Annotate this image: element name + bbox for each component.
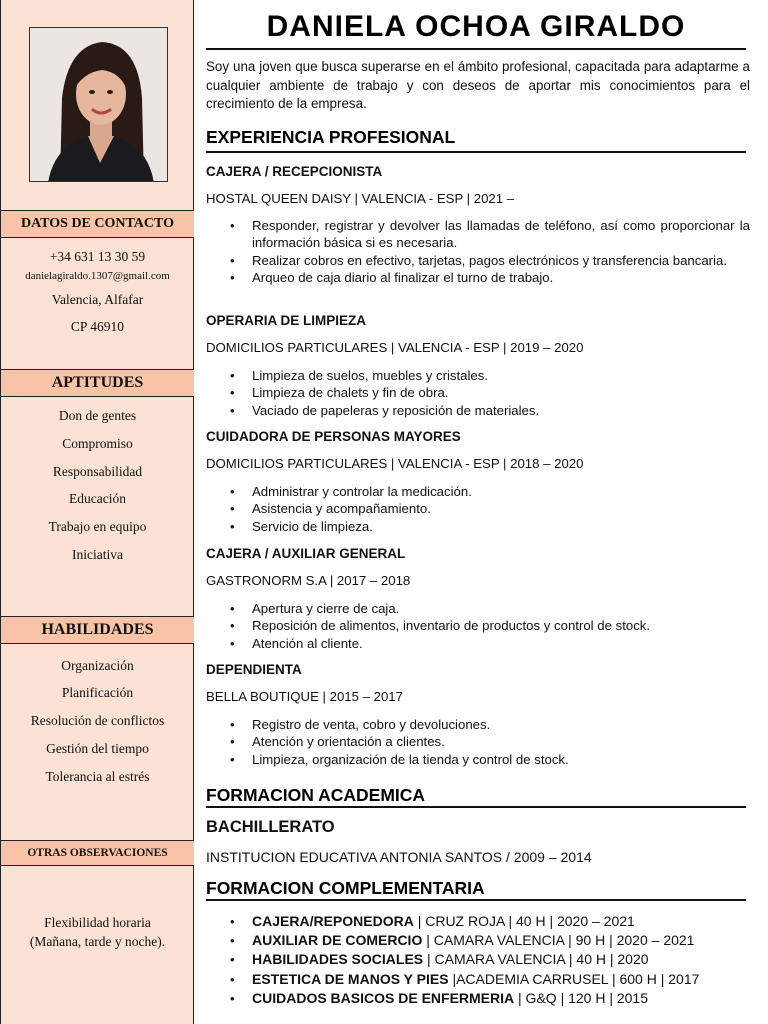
aptitude-item: Compromiso	[62, 436, 133, 451]
job-company: GASTRONORM S.A | 2017 – 2018	[206, 573, 411, 588]
job-title: CUIDADORA DE PERSONAS MAYORES	[206, 429, 461, 444]
habilidades-header: HABILIDADES	[1, 616, 194, 644]
list-item	[206, 989, 750, 1008]
list-item: • Realizar cobros en efectivo, tarjetas, pagos electrónicos y transferencia bancaria.	[206, 252, 750, 269]
job-company: BELLA BOUTIQUE | 2015 – 2017	[206, 689, 403, 704]
job-company: HOSTAL QUEEN DAISY | VALENCIA - ESP | 2021 –	[206, 191, 515, 206]
course-name: ESTETICA DE MANOS Y PIES	[252, 970, 449, 987]
contact-email: danielagiraldo.1307@gmail.com	[25, 270, 170, 282]
otras-header: OTRAS OBSERVACIONES	[1, 840, 194, 866]
experience-heading: EXPERIENCIA PROFESIONAL	[206, 127, 456, 147]
aptitudes-header: APTITUDES	[1, 369, 194, 397]
sidebar	[0, 0, 194, 1024]
list-item: • Reposición de alimentos, inventario de productos y control de stock.	[206, 617, 750, 634]
course-name: CAJERA/REPONEDORA	[252, 913, 414, 929]
course-details: | G&Q | 120 H | 2015	[514, 989, 649, 1006]
aptitude-item: Educación	[69, 491, 126, 506]
job-bullets	[206, 217, 750, 286]
job-title: CAJERA / AUXILIAR GENERAL	[206, 546, 406, 561]
habilidad-item: Gestión del tiempo	[46, 741, 149, 756]
habilidad-item: Planificación	[61, 685, 134, 700]
job-company: DOMICILIOS PARTICULARES | VALENCIA - ESP | 2019 – 2020	[206, 340, 584, 355]
aptitude-item: Trabajo en equipo	[48, 519, 147, 534]
course-name: CUIDADOS BASICOS DE ENFERMERIA	[252, 989, 515, 1006]
course-name: HABILIDADES SOCIALES	[252, 951, 424, 968]
education-degree: BACHILLERATO	[206, 818, 335, 836]
list-item	[206, 931, 750, 950]
contact-phone: +34 631 13 30 59	[49, 249, 146, 264]
person-portrait-icon	[30, 28, 168, 182]
list-item: • Limpieza de chalets y fin de obra.	[206, 384, 750, 401]
divider	[206, 899, 746, 901]
divider	[206, 48, 746, 50]
list-item	[206, 912, 750, 931]
job-bullets	[206, 600, 750, 652]
list-item: • Servicio de limpieza.	[206, 518, 750, 535]
job-bullets	[206, 716, 750, 768]
list-item: • Arqueo de caja diario al finalizar el turno de trabajo.	[206, 269, 750, 286]
course-details: | CAMARA VALENCIA | 90 H | 2020 – 2021	[422, 932, 695, 949]
otras-line-2: (Mañana, tarde y noche).	[29, 934, 166, 949]
list-item: • Atención y orientación a clientes.	[206, 733, 750, 750]
list-item: • Administrar y controlar la medicación.	[206, 483, 750, 500]
aptitude-item: Responsabilidad	[52, 464, 143, 479]
otras-line-1: Flexibilidad horaria	[44, 915, 151, 930]
job-title: DEPENDIENTA	[206, 662, 302, 677]
divider	[206, 151, 746, 153]
habilidad-item: Organización	[61, 658, 134, 673]
list-item: • Registro de venta, cobro y devoluciones.	[206, 716, 750, 733]
profile-photo	[29, 27, 168, 182]
summary: Soy una joven que busca superarse en el ámbito profesional, capacitada para adaptarme a cualquier ambiente de trabajo y con deseos de aportar mis conocimientos para el crecimiento de la empresa.	[206, 59, 750, 111]
contact-header: DATOS DE CONTACTO	[1, 210, 194, 238]
list-item: • Limpieza, organización de la tienda y control de stock.	[206, 751, 750, 768]
list-item: • Asistencia y acompañamiento.	[206, 500, 750, 517]
list-item	[206, 970, 750, 989]
complementary-heading: FORMACION COMPLEMENTARIA	[206, 878, 485, 898]
list-item	[206, 950, 750, 969]
contact-city: Valencia, Alfafar	[51, 292, 144, 307]
habilidad-item: Resolución de conflictos	[30, 713, 165, 728]
job-bullets	[206, 483, 750, 535]
course-details: |ACADEMIA CARRUSEL | 600 H | 2017	[448, 970, 700, 987]
education-heading: FORMACION ACADEMICA	[206, 785, 426, 805]
course-name: AUXILIAR DE COMERCIO	[252, 932, 423, 949]
list-item: • Atención al cliente.	[206, 635, 750, 652]
divider	[206, 806, 746, 808]
course-details: | CRUZ ROJA | 40 H | 2020 – 2021	[413, 913, 635, 929]
job-title: OPERARIA DE LIMPIEZA	[206, 313, 367, 328]
course-details: | CAMARA VALENCIA | 40 H | 2020	[423, 951, 649, 968]
list-item: • Apertura y cierre de caja.	[206, 600, 750, 617]
list-item: • Limpieza de suelos, muebles y cristales.	[206, 367, 750, 384]
complementary-list	[206, 912, 750, 1008]
aptitude-item: Iniciativa	[72, 547, 123, 562]
job-title: CAJERA / RECEPCIONISTA	[206, 164, 383, 179]
job-bullets	[206, 367, 750, 419]
contact-postal: CP 46910	[70, 319, 125, 334]
education-school: INSTITUCION EDUCATIVA ANTONIA SANTOS / 2009 – 2014	[206, 849, 592, 865]
page-title: DANIELA OCHOA GIRALDO	[266, 10, 686, 43]
aptitude-item: Don de gentes	[58, 408, 137, 423]
list-item: • Responder, registrar y devolver las llamadas de teléfono, así como proporcionar la información básica si es necesaria.	[206, 217, 750, 252]
list-item: • Vaciado de papeleras y reposición de materiales.	[206, 402, 750, 419]
job-company: DOMICILIOS PARTICULARES | VALENCIA - ESP | 2018 – 2020	[206, 456, 584, 471]
habilidad-item: Tolerancia al estrés	[45, 769, 150, 784]
